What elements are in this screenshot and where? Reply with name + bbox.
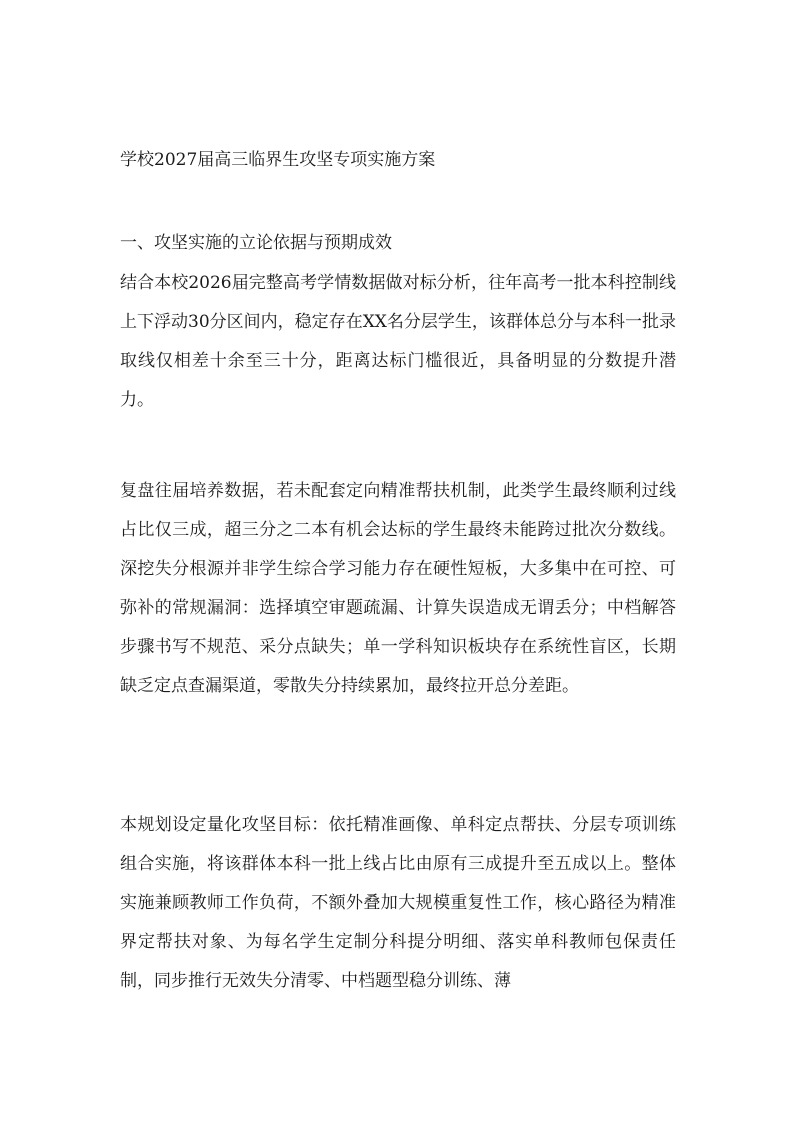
paragraph-2: 复盘往届培养数据，若未配套定向精准帮扶机制，此类学生最终顺利过线占比仅三成，超三分之二本有机会达标的学生最终未能跨过批次分数线。深挖失分根源并非学生综合学习能力存在硬性短板，大多集中在可控、可弥补的常规漏洞：选择填空审题疏漏、计算失误造成无谓丢分；中档解答步骤书写不规范、采分点缺失；单一学科知识板块存在系统性盲区，长期缺乏定点查漏渠道，零散失分持续累加，最终拉开总分差距。 <box>120 481 676 696</box>
paragraph-3: 本规划设定量化攻坚目标：依托精准画像、单科定点帮扶、分层专项训练组合实施，将该群体本科一批上线占比由原有三成提升至五成以上。整体实施兼顾教师工作负荷，不额外叠加大规模重复性工作，核心路径为精准界定帮扶对象、为每名学生定制分科提分明细、落实单科教师包保责任制，同步推行无效失分清零、中档题型稳分训练、薄 <box>120 815 676 991</box>
document-title: 学校2027届高三临界生攻坚专项实施方案 <box>120 150 436 170</box>
paragraph-1: 结合本校2026届完整高考学情数据做对标分析，往年高考一批本科控制线上下浮动30分区间内，稳定存在XX名分层学生，该群体总分与本科一批录取线仅相差十余至三十分，距离达标门槛很近，具备明显的分数提升潜力。 <box>120 273 676 410</box>
section-heading: 一、攻坚实施的立论依据与预期成效 <box>120 233 392 253</box>
